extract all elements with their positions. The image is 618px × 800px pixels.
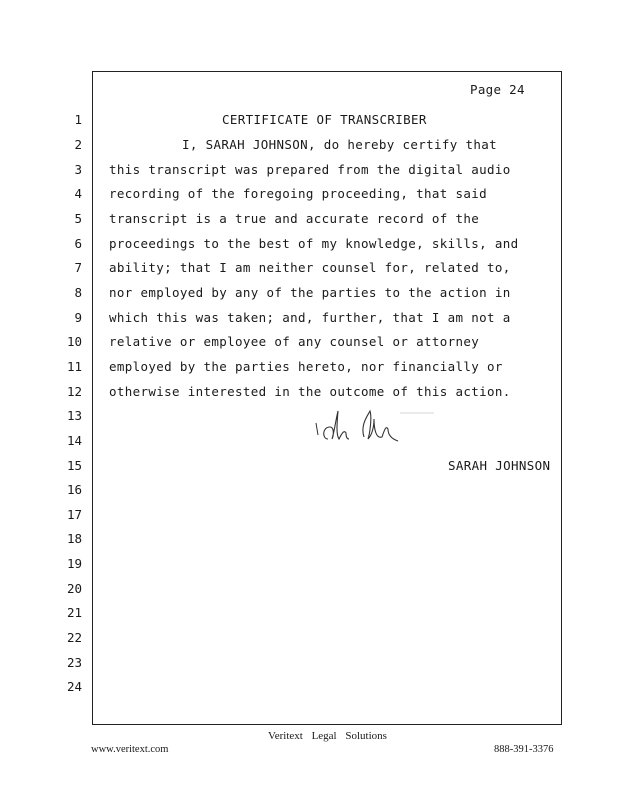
transcriber-name: SARAH JOHNSON (448, 458, 551, 473)
transcript-line: I, SARAH JOHNSON, do hereby certify that (182, 137, 498, 152)
line-number: 8 (74, 285, 82, 300)
line-number: 4 (74, 186, 82, 201)
line-number: 22 (66, 630, 82, 645)
line-number: 5 (74, 211, 82, 226)
page-number: Page 24 (470, 82, 525, 97)
line-number: 3 (74, 162, 82, 177)
footer-website: www.veritext.com (91, 744, 169, 755)
line-number: 1 (74, 112, 82, 127)
line-number: 18 (66, 531, 82, 546)
line-number: 7 (74, 260, 82, 275)
line-number: 16 (66, 482, 82, 497)
line-number: 17 (66, 507, 82, 522)
line-number: 15 (66, 458, 82, 473)
line-number: 6 (74, 236, 82, 251)
transcript-line: nor employed by any of the parties to the action in (109, 285, 511, 300)
transcript-line: transcript is a true and accurate record of the (109, 211, 480, 226)
line-number: 9 (74, 310, 82, 325)
line-number: 24 (66, 679, 82, 694)
line-number: 19 (66, 556, 82, 571)
footer-company: Veritext Legal Solutions (268, 730, 387, 742)
transcript-line: which this was taken; and, further, that I am not a (109, 310, 511, 325)
line-number: 23 (66, 655, 82, 670)
line-number: 2 (74, 137, 82, 152)
line-number: 11 (66, 359, 82, 374)
line-number: 20 (66, 581, 82, 596)
line-number: 13 (66, 408, 82, 423)
line-number: 12 (66, 384, 82, 399)
transcript-line: relative or employee of any counsel or attorney (109, 334, 480, 349)
line-number: 21 (66, 605, 82, 620)
certificate-title: CERTIFICATE OF TRANSCRIBER (222, 112, 427, 127)
line-number: 10 (66, 334, 82, 349)
transcript-line: recording of the foregoing proceeding, that said (109, 186, 488, 201)
transcript-line: employed by the parties hereto, nor financially or (109, 359, 503, 374)
signature-image (312, 405, 442, 449)
line-number: 14 (66, 433, 82, 448)
footer-phone: 888-391-3376 (494, 744, 554, 755)
transcript-line: this transcript was prepared from the digital audio (109, 162, 511, 177)
transcript-line: proceedings to the best of my knowledge, skills, and (109, 236, 519, 251)
transcript-line: otherwise interested in the outcome of this action. (109, 384, 511, 399)
transcript-line: ability; that I am neither counsel for, related to, (109, 260, 511, 275)
